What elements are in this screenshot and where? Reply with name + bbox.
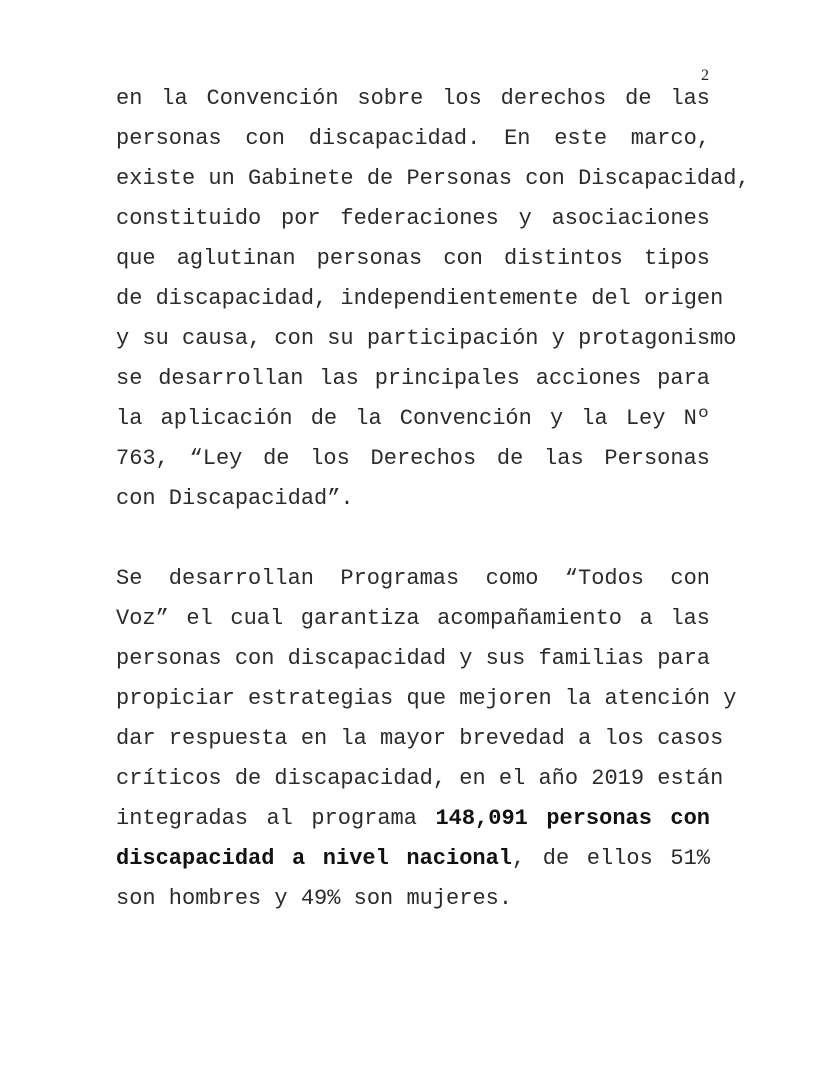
- paragraph-programs: [116, 559, 737, 919]
- text-line: con Discapacidad”.: [116, 486, 354, 511]
- text-line: son hombres y 49% son mujeres.: [116, 886, 513, 911]
- text-segment: integradas al programa: [116, 806, 436, 831]
- text-line: en la Convención sobre los derechos de las: [116, 86, 710, 111]
- text-line: que aglutinan personas con distintos tipos: [116, 246, 710, 271]
- text-line: de discapacidad, independientemente del origen: [116, 286, 724, 311]
- emphasis-text: 148,091 personas con: [435, 806, 710, 831]
- text-line: Voz” el cual garantiza acompañamiento a las: [116, 606, 710, 631]
- text-line: la aplicación de la Convención y la Ley Nº: [116, 406, 710, 431]
- text-segment: , de ellos 51%: [512, 846, 710, 871]
- text-line: personas con discapacidad y sus familias para: [116, 646, 711, 671]
- text-line: propiciar estrategias que mejoren la atención y: [116, 686, 737, 711]
- text-line: constituido por federaciones y asociaciones: [116, 206, 710, 231]
- emphasis-text: discapacidad a nivel nacional: [116, 846, 513, 871]
- text-line: existe un Gabinete de Personas con Discapacidad,: [116, 166, 750, 191]
- text-line-with-emphasis: [116, 839, 710, 879]
- text-line: críticos de discapacidad, en el año 2019 están: [116, 766, 724, 791]
- text-line: y su causa, con su participación y protagonismo: [116, 326, 737, 351]
- text-line-with-emphasis: [116, 799, 710, 839]
- text-line: se desarrollan las principales acciones para: [116, 366, 710, 391]
- text-line: dar respuesta en la mayor brevedad a los casos: [116, 726, 724, 751]
- paragraph-convention: [116, 79, 750, 519]
- text-line: 763, “Ley de los Derechos de las Personas: [116, 446, 710, 471]
- page-number: 2: [701, 67, 709, 84]
- text-line: Se desarrollan Programas como “Todos con: [116, 566, 710, 591]
- text-line: personas con discapacidad. En este marco,: [116, 126, 710, 151]
